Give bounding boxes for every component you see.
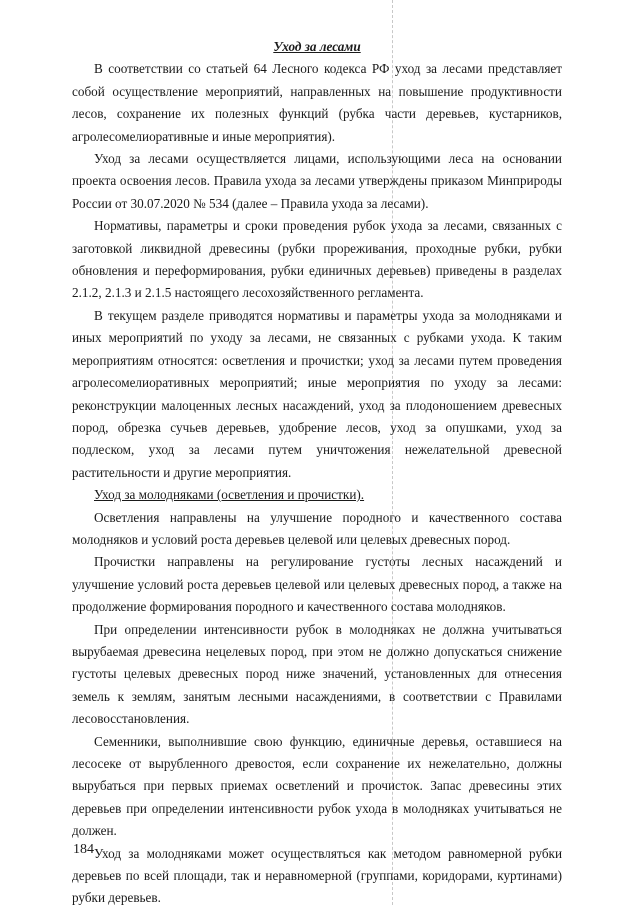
paragraph: В соответствии со статьей 64 Лесного кодекса РФ уход за лесами представляет собой осуществление мероприятий, направленных на повышение продуктивности лесов, сохранение их полезных функций (рубка части деревьев, кустарников, агролесомелиоративные и иные мероприятия). — [72, 61, 562, 144]
paragraph: Нормативы, параметры и сроки проведения рубок ухода за лесами, связанных с заготовкой ликвидной древесины (рубки прореживания, проходные рубки, рубки обновления и переформирования, рубки единичных деревьев) приведены в разделах 2.1.2, 2.1.3 и 2.1.5 настоящего лесохозяйственного регламента. — [72, 218, 562, 301]
paragraph: В текущем разделе приводятся нормативы и параметры ухода за молодняками и иных мероприятий по уходу за лесами, не связанных с рубками ухода. К таким мероприятиям относятся: осветления и прочистки; уход за лесами путем проведения агролесомелиоративных мероприятий; иные мероприятия по уходу за лесами: реконструкции малоценных лесных насаждений, уход за плодоношением древесных пород, обрезка сучьев деревьев, удобрение лесов, уход за опушками, уход за подлеском, уход за лесами путем уничтожения нежелательной древесной растительности и другие мероприятия. — [72, 307, 562, 480]
paragraph: Прочистки направлены на регулирование густоты лесных насаждений и улучшение условий роста деревьев целевой или целевых древесных пород, а также на продолжение формирования породного и качественного состава молодняков. — [72, 554, 562, 615]
paragraph: При определении интенсивности рубок в молодняках не должна учитываться вырубаемая древесина нецелевых пород, при этом не должно допускаться снижение густоты целевых древесных пород ниже значений, установленных для отнесения земель к землям, занятым лесными насаждениями, в соответствии с Правилами лесовосстановления. — [72, 621, 562, 727]
paragraph: Осветления направлены на улучшение породного и качественного состава молодняков и условий роста деревьев целевой или целевых древесных пород. — [72, 509, 562, 547]
paragraph: Уход за лесами осуществляется лицами, использующими леса на основании проекта освоения лесов. Правила ухода за лесами утверждены приказом Минприроды России от 30.07.2020 № 534 (далее – Правила ухода за лесами). — [72, 151, 562, 211]
section-title: Уход за лесами — [273, 39, 361, 54]
page-number: 184 — [73, 842, 94, 857]
paragraph: Семенники, выполнившие свою функцию, единичные деревья, оставшиеся на лесосеке от вырубленного древостоя, если сохранение их нежелательно, должны вырубаться при первых приемах осветлений и прочисток. Запас древесины этих деревьев при определении интенсивности рубок ухода в молодняках учитываться не должен. — [72, 733, 562, 839]
document-page — [72, 36, 562, 910]
subsection-heading: Уход за молодняками (осветления и прочистки). — [94, 487, 365, 503]
paragraph: Уход за молодняками может осуществляться как методом равномерной рубки деревьев по всей площади, так и неравномерной (группами, коридорами, куртинами) рубки деревьев. — [72, 845, 562, 906]
